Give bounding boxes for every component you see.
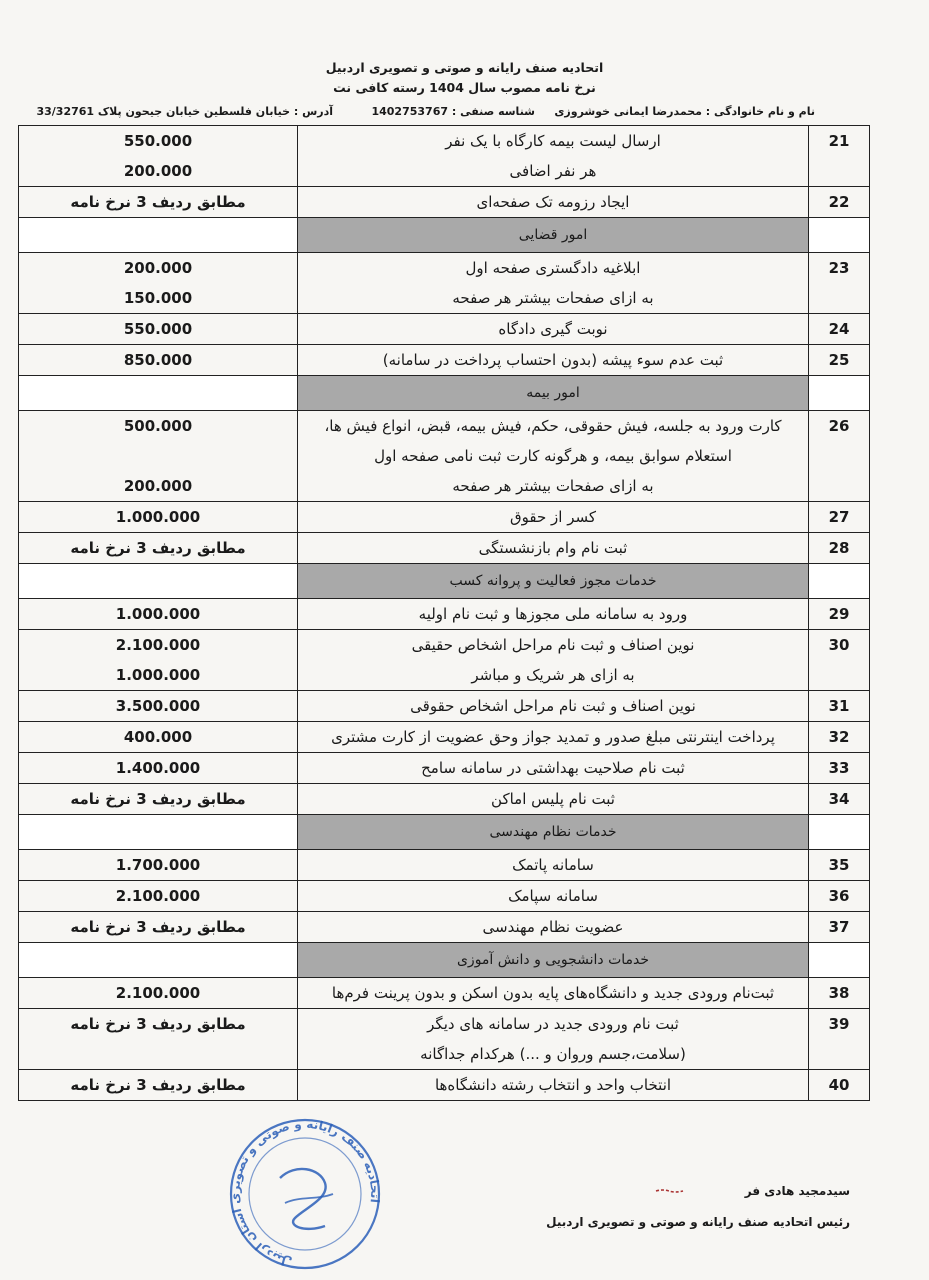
row-number: 33 — [809, 753, 870, 784]
section-price-cell — [19, 564, 298, 599]
table-row — [19, 126, 870, 187]
service-price — [19, 753, 298, 784]
price-line: 3.500.000 — [115, 697, 201, 715]
service-price — [19, 850, 298, 881]
service-price — [19, 630, 298, 691]
seal-ring-text: اتحادیه صنف رایانه و صوتی و تصویری استان اردبیل — [227, 1116, 383, 1270]
section-row — [19, 943, 870, 978]
table-row — [19, 784, 870, 815]
price-list-title: نرخ نامه مصوب سال 1404 رسته کافی نت — [333, 80, 596, 95]
table-row — [19, 345, 870, 376]
description-line: هر نفر اضافی — [509, 162, 597, 180]
price-line: 550.000 — [123, 320, 193, 338]
service-price — [19, 345, 298, 376]
service-description — [298, 722, 809, 753]
table-row — [19, 1070, 870, 1101]
table-row — [19, 722, 870, 753]
section-row — [19, 815, 870, 850]
section-row — [19, 564, 870, 599]
row-number: 37 — [809, 912, 870, 943]
row-number: 23 — [809, 253, 870, 314]
service-price — [19, 533, 298, 564]
service-price — [19, 881, 298, 912]
service-price — [19, 691, 298, 722]
price-line: 1.000.000 — [115, 508, 201, 526]
price-line: 1.700.000 — [115, 856, 201, 874]
description-line: استعلام سوابق بیمه، و هرگونه کارت ثبت نامی صفحه اول — [374, 447, 732, 465]
section-heading: امور قضایی — [298, 218, 809, 253]
price-table-body — [19, 126, 870, 1101]
service-description — [298, 978, 809, 1009]
signature-block — [520, 1180, 850, 1242]
price-line: 1.400.000 — [115, 759, 201, 777]
table-row — [19, 502, 870, 533]
section-heading: امور بیمه — [298, 376, 809, 411]
signer-title: رئیس اتحادیه صنف رایانه و صوتی و تصویری اردبیل — [546, 1215, 850, 1229]
table-row — [19, 1009, 870, 1070]
price-line: مطابق ردیف 3 نرخ نامه — [70, 790, 246, 808]
row-number: 34 — [809, 784, 870, 815]
section-num-cell — [809, 376, 870, 411]
section-heading: خدمات نظام مهندسی — [298, 815, 809, 850]
description-line: به ازای صفحات بیشتر هر صفحه — [452, 289, 654, 307]
service-description — [298, 253, 809, 314]
table-row — [19, 691, 870, 722]
service-price — [19, 126, 298, 187]
section-num-cell — [809, 943, 870, 978]
service-description — [298, 912, 809, 943]
description-line: ثبت عدم سوء پیشه (بدون احتساب پرداخت در سامانه) — [382, 351, 724, 369]
section-heading: خدمات دانشجویی و دانش آموزی — [298, 943, 809, 978]
section-num-cell — [809, 815, 870, 850]
price-line: 200.000 — [123, 259, 193, 277]
section-price-cell — [19, 943, 298, 978]
price-line — [19, 441, 297, 471]
service-description — [298, 691, 809, 722]
description-line: ثبت نام صلاحیت بهداشتی در سامانه سامح — [421, 759, 685, 777]
price-line: مطابق ردیف 3 نرخ نامه — [70, 918, 246, 936]
owner-info-row — [36, 105, 815, 123]
price-line: 850.000 — [123, 351, 193, 369]
section-row — [19, 218, 870, 253]
description-line: ابلاغیه دادگستری صفحه اول — [465, 259, 641, 277]
description-line: به ازای صفحات بیشتر هر صفحه — [452, 477, 654, 495]
description-line: ایجاد رزومه تک صفحه‌ای — [476, 193, 630, 211]
service-price — [19, 599, 298, 630]
description-line: پرداخت اینترنتی مبلغ صدور و تمدید جواز وحق عضویت از کارت مشتری — [331, 728, 775, 746]
row-number: 24 — [809, 314, 870, 345]
service-description — [298, 314, 809, 345]
price-line: 500.000 — [123, 417, 193, 435]
description-line: کارت ورود به جلسه، فیش حقوقی، حکم، فیش بیمه، قبض، انواع فیش ها، — [324, 417, 782, 435]
description-line: ارسال لیست بیمه کارگاه با یک نفر — [445, 132, 661, 150]
price-line: 200.000 — [123, 162, 193, 180]
section-num-cell — [809, 218, 870, 253]
price-line: مطابق ردیف 3 نرخ نامه — [70, 1015, 246, 1033]
row-number: 31 — [809, 691, 870, 722]
price-line: 550.000 — [123, 132, 193, 150]
table-row — [19, 314, 870, 345]
price-line: مطابق ردیف 3 نرخ نامه — [70, 539, 246, 557]
row-number: 30 — [809, 630, 870, 691]
row-number: 38 — [809, 978, 870, 1009]
signer-name: سیدمجید هادی فر — [744, 1184, 850, 1198]
table-row — [19, 599, 870, 630]
price-table — [18, 125, 870, 1101]
price-line: 2.100.000 — [115, 984, 201, 1002]
description-line: نوین اصناف و ثبت نام مراحل اشخاص حقوقی — [410, 697, 696, 715]
service-description — [298, 1070, 809, 1101]
price-line: 2.100.000 — [115, 887, 201, 905]
description-line: کسر از حقوق — [510, 508, 596, 526]
service-price — [19, 1070, 298, 1101]
section-num-cell — [809, 564, 870, 599]
price-line: 400.000 — [123, 728, 193, 746]
service-description — [298, 1009, 809, 1070]
service-description — [298, 784, 809, 815]
service-price — [19, 314, 298, 345]
table-row — [19, 533, 870, 564]
service-description — [298, 533, 809, 564]
row-number: 27 — [809, 502, 870, 533]
owner-name: نام و نام خانوادگی : محمدرضا ایمانی خوشروزی — [554, 105, 815, 118]
section-price-cell — [19, 218, 298, 253]
section-price-cell — [19, 815, 298, 850]
service-price — [19, 722, 298, 753]
row-number: 29 — [809, 599, 870, 630]
row-number: 25 — [809, 345, 870, 376]
union-title: اتحادیه صنف رایانه و صوتی و تصویری اردبیل — [325, 60, 604, 75]
table-row — [19, 411, 870, 502]
service-description — [298, 345, 809, 376]
description-line: ثبت نام پلیس اماکن — [491, 790, 615, 808]
description-line: انتخاب واحد و انتخاب رشته دانشگاه‌ها — [434, 1076, 672, 1094]
description-line: عضویت نظام مهندسی — [482, 918, 624, 936]
row-number: 22 — [809, 187, 870, 218]
document-header — [0, 58, 929, 98]
official-seal — [225, 1108, 385, 1273]
row-number: 21 — [809, 126, 870, 187]
service-description — [298, 599, 809, 630]
table-row — [19, 978, 870, 1009]
service-price — [19, 411, 298, 502]
description-line: سامانه سپامک — [508, 887, 598, 905]
row-number: 40 — [809, 1070, 870, 1101]
row-number: 32 — [809, 722, 870, 753]
row-number: 39 — [809, 1009, 870, 1070]
description-line: ثبت نام وام بازنشستگی — [478, 539, 628, 557]
price-line: 1.000.000 — [115, 605, 201, 623]
price-line: 150.000 — [123, 289, 193, 307]
service-description — [298, 126, 809, 187]
table-row — [19, 912, 870, 943]
price-line: مطابق ردیف 3 نرخ نامه — [70, 1076, 246, 1094]
table-row — [19, 881, 870, 912]
description-line: ثبت نام ورودی جدید در سامانه های دیگر — [427, 1015, 679, 1033]
service-price — [19, 978, 298, 1009]
description-line: نوین اصناف و ثبت نام مراحل اشخاص حقیقی — [411, 636, 695, 654]
price-line: مطابق ردیف 3 نرخ نامه — [70, 193, 246, 211]
table-row — [19, 630, 870, 691]
service-description — [298, 411, 809, 502]
section-row — [19, 376, 870, 411]
description-line: نوبت گیری دادگاه — [498, 320, 608, 338]
description-line: ورود به سامانه ملی مجوزها و ثبت نام اولیه — [418, 605, 688, 623]
svg-text:اتحادیه صنف رایانه و صوتی و تص — [228, 1117, 382, 1270]
row-number: 36 — [809, 881, 870, 912]
section-price-cell — [19, 376, 298, 411]
service-description — [298, 502, 809, 533]
table-row — [19, 850, 870, 881]
service-description — [298, 187, 809, 218]
description-line: به ازای هر شریک و مباشر — [471, 666, 635, 684]
row-number: 26 — [809, 411, 870, 502]
row-number: 35 — [809, 850, 870, 881]
service-price — [19, 502, 298, 533]
guild-id: شناسه صنفی : 1402753767 — [371, 105, 535, 118]
description-line: ثبت‌نام ورودی جدید و دانشگاه‌های پایه بدون اسکن و بدون پرینت فرم‌ها — [331, 984, 775, 1002]
description-line: (سلامت،جسم وروان و ...) هرکدام جداگانه — [420, 1045, 686, 1063]
table-row — [19, 253, 870, 314]
row-number: 28 — [809, 533, 870, 564]
price-line: 200.000 — [123, 477, 193, 495]
section-heading: خدمات مجوز فعالیت و پروانه کسب — [298, 564, 809, 599]
service-description — [298, 850, 809, 881]
shop-address: آدرس : خیابان فلسطین خیابان جیحون پلاک 33/32761 — [36, 105, 333, 118]
table-row — [19, 753, 870, 784]
service-price — [19, 187, 298, 218]
service-price — [19, 912, 298, 943]
service-description — [298, 630, 809, 691]
service-description — [298, 753, 809, 784]
service-price — [19, 784, 298, 815]
service-price — [19, 1009, 298, 1070]
service-description — [298, 881, 809, 912]
price-line: 2.100.000 — [115, 636, 201, 654]
service-price — [19, 253, 298, 314]
price-line: 1.000.000 — [115, 666, 201, 684]
table-row — [19, 187, 870, 218]
description-line: سامانه پاتمک — [512, 856, 594, 874]
